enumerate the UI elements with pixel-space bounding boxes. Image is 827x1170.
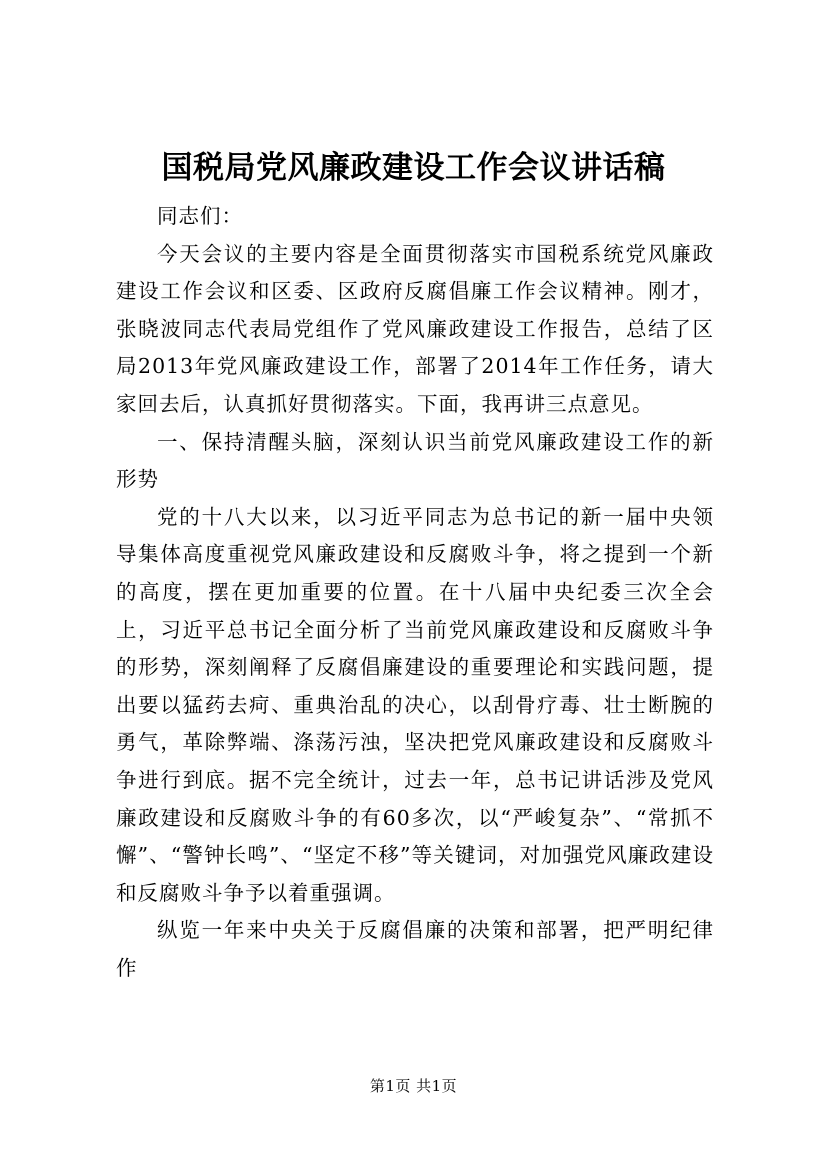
- body-paragraph-continued: 纵览一年来中央关于反腐倡廉的决策和部署，把严明纪律作: [116, 918, 714, 980]
- document-body: [116, 198, 714, 987]
- salutation-paragraph: 同志们：: [157, 204, 243, 228]
- document-title: 国税局党风廉政建设工作会议讲话稿: [161, 150, 666, 186]
- page-footer: 第1页 共1页: [369, 1077, 458, 1095]
- intro-paragraph: 今天会议的主要内容是全面贯彻落实市国税系统党风廉政建设工作会议和区委、区政府反腐倡廉工作会议精神。刚才，张晓波同志代表局党组作了党风廉政建设工作报告，总结了区局2013年党风廉政建设工作，部署了2014年工作任务，请大家回去后，认真抓好贯彻落实。下面，我再讲三点意见。: [116, 241, 714, 416]
- section-heading: 一、保持清醒头脑，深刻认识当前党风廉政建设工作的新形势: [116, 429, 714, 492]
- body-paragraph: 党的十八大以来，以习近平同志为总书记的新一届中央领导集体高度重视党风廉政建设和反腐败斗争，将之提到一个新的高度，摆在更加重要的位置。在十八届中央纪委三次全会上，习近平总书记全面分析了当前党风廉政建设和反腐败斗争的形势，深刻阐释了反腐倡廉建设的重要理论和实践问题，提出要以猛药去疴、重典治乱的决心，以刮骨疗毒、壮士断腕的勇气，革除弊端、涤荡污浊，坚决把党风廉政建设和反腐败斗争进行到底。据不完全统计，过去一年，总书记讲话涉及党风廉政建设和反腐败斗争的有60多次，以“严峻复杂”、“常抓不懈”、“警钟长鸣”、“坚定不移”等关键词，对加强党风廉政建设和反腐败斗争予以着重强调。: [116, 504, 714, 905]
